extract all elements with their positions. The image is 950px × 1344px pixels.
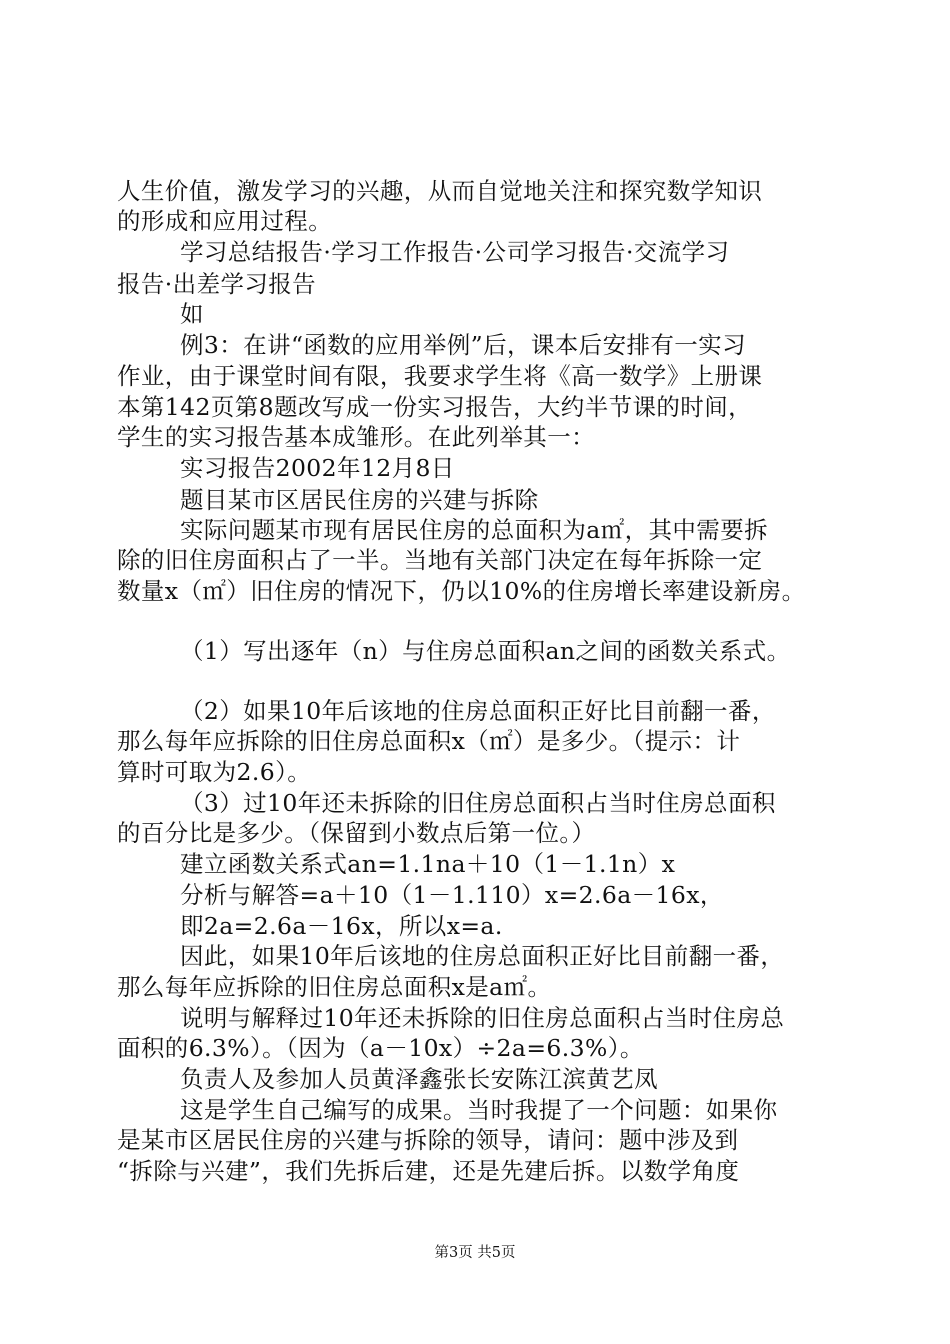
text-line: （2）如果10年后该地的住房总面积正好比目前翻一番， xyxy=(180,697,776,725)
text-line: 作业，由于课堂时间有限，我要求学生将《高一数学》上册课 xyxy=(117,362,763,390)
text-line: 人生价值，激发学习的兴趣，从而自觉地关注和探究数学知识 xyxy=(117,177,763,205)
text-line: 题目某市区居民住房的兴建与拆除 xyxy=(180,486,539,514)
text-line: 那么每年应拆除的旧住房总面积x（㎡）是多少。（提示：计 xyxy=(117,727,741,755)
page-number-footer: 第3页 共5页 xyxy=(434,1245,516,1261)
text-line: 报告·出差学习报告 xyxy=(117,270,317,298)
text-line: 数量x（㎡）旧住房的情况下，仍以10%的住房增长率建设新房。 xyxy=(117,577,806,605)
text-line: 算时可取为2.6）。 xyxy=(117,758,312,786)
text-line: （1）写出逐年（n）与住房总面积an之间的函数关系式。 xyxy=(180,637,791,665)
text-line: 实际问题某市现有居民住房的总面积为a㎡，其中需要拆 xyxy=(180,516,769,544)
text-line: 实习报告2002年12月8日 xyxy=(180,454,455,482)
text-line: 学习总结报告·学习工作报告·公司学习报告·交流学习 xyxy=(180,238,730,266)
text-line: 的百分比是多少。（保留到小数点后第一位。） xyxy=(117,819,596,847)
text-line: 这是学生自己编写的成果。当时我提了一个问题：如果你 xyxy=(180,1096,778,1124)
text-line: 即2a=2.6a－16x，所以x=a. xyxy=(180,912,503,940)
text-line: 除的旧住房面积占了一半。当地有关部门决定在每年拆除一定 xyxy=(117,546,763,574)
text-line: 负责人及参加人员黄泽鑫张长安陈江滨黄艺凤 xyxy=(180,1065,658,1093)
text-line: 那么每年应拆除的旧住房总面积x是a㎡。 xyxy=(117,973,552,1001)
text-line: 分析与解答=a＋10（1－1.110）x=2.6a－16x， xyxy=(180,881,724,909)
text-line: 建立函数关系式an=1.1na＋10（1－1.1n）x xyxy=(180,850,676,878)
text-line: （3）过10年还未拆除的旧住房总面积占当时住房总面积 xyxy=(180,789,776,817)
text-line: 面积的6.3%）。（因为（a－10x）÷2a=6.3%）。 xyxy=(117,1034,644,1062)
text-line: 是某市区居民住房的兴建与拆除的领导，请问：题中涉及到 xyxy=(117,1126,739,1154)
text-line: 说明与解释过10年还未拆除的旧住房总面积占当时住房总 xyxy=(180,1004,785,1032)
text-line: 的形成和应用过程。 xyxy=(117,207,333,235)
text-line: 如 xyxy=(180,300,204,328)
text-line: “拆除与兴建”，我们先拆后建，还是先建后拆。以数学角度 xyxy=(117,1157,740,1185)
text-line: 学生的实习报告基本成雏形。在此列举其一： xyxy=(117,423,595,451)
text-line: 例3：在讲“函数的应用举例”后，课本后安排有一实习 xyxy=(180,331,746,359)
text-line: 因此，如果10年后该地的住房总面积正好比目前翻一番， xyxy=(180,942,785,970)
text-line: 本第142页第8题改写成一份实习报告，大约半节课的时间， xyxy=(117,393,753,421)
